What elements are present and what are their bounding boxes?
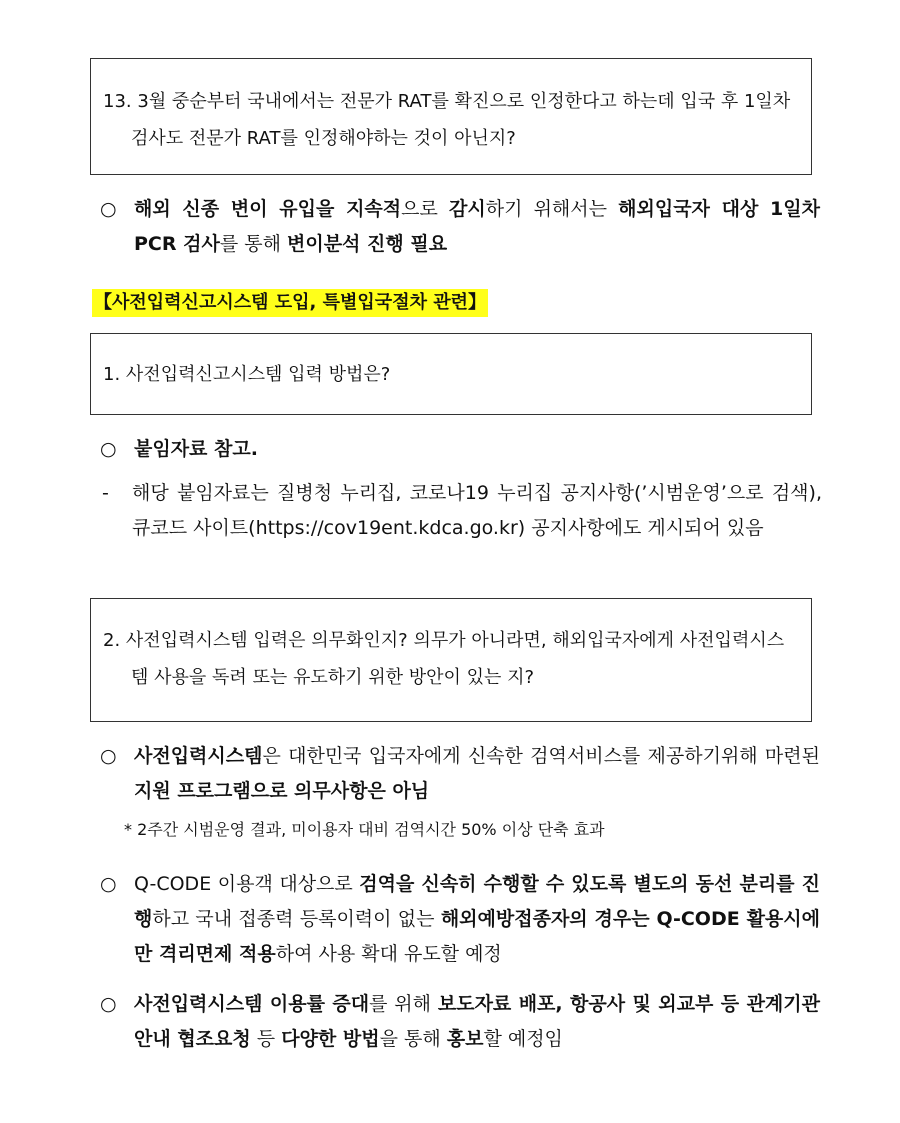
circle-bullet-icon: ○ bbox=[100, 873, 117, 895]
circle-bullet-icon: ○ bbox=[100, 438, 117, 460]
answer-1 bbox=[100, 432, 820, 467]
text: 하고 국내 접종력 등록이력이 없는 bbox=[152, 908, 441, 930]
bold-text: 홍보 bbox=[446, 1028, 484, 1050]
answer-13 bbox=[100, 192, 820, 262]
answer-2-note: * 2주간 시범운영 결과, 미이용자 대비 검역시간 50% 이상 단축 효과 bbox=[124, 820, 605, 839]
bold-text: 붙임자료 참고. bbox=[134, 438, 258, 460]
text: 을 통해 bbox=[379, 1028, 447, 1050]
question-text: 사전입력신고시스템 입력 방법은? bbox=[125, 364, 391, 385]
bold-text: 보도자료 배포, 항공사 및 외교부 등 관계기관 안내 협조요청 bbox=[134, 993, 820, 1050]
text: 를 통해 bbox=[219, 233, 287, 255]
text: 하여 사용 확대 유도할 예정 bbox=[275, 943, 502, 965]
question-13-box bbox=[90, 58, 812, 175]
question-number: 13. bbox=[103, 91, 132, 112]
question-text: 사전입력시스템 입력은 의무화인지? 의무가 아니라면, 해외입국자에게 사전입력시스템 사용을 독려 또는 유도하기 위한 방안이 있는 지? bbox=[125, 630, 785, 688]
text: Q-CODE 이용객 대상으로 bbox=[134, 873, 360, 895]
text: 하기 위해서는 bbox=[485, 198, 619, 220]
bold-text: 해외예방접종자의 경우는 Q-CODE 활용시에만 격리면제 적용 bbox=[134, 908, 820, 965]
question-2-box bbox=[90, 598, 812, 722]
text: 할 예정임 bbox=[483, 1028, 563, 1050]
bold-text: 사전입력시스템 이용률 증대 bbox=[134, 993, 370, 1015]
text: 은 대한민국 입국자에게 신속한 검역서비스를 제공하기위해 마련된 bbox=[262, 745, 820, 767]
bold-text: 해외입국자 대상 1일차 PCR 검사 bbox=[134, 198, 820, 255]
answer-2-item-3 bbox=[100, 987, 820, 1057]
bold-text: 변이분석 진행 필요 bbox=[286, 233, 448, 255]
bold-text: 해외 신종 변이 유입을 지속적 bbox=[134, 198, 402, 220]
question-number: 2. bbox=[103, 630, 121, 651]
bold-text: 검역을 신속히 수행할 수 있도록 별도의 동선 분리를 진행 bbox=[134, 873, 820, 930]
answer-2-item-1 bbox=[100, 739, 820, 809]
section-heading: 【사전입력신고시스템 도입, 특별입국절차 관련】 bbox=[92, 289, 488, 317]
text: 으로 bbox=[401, 198, 449, 220]
circle-bullet-icon: ○ bbox=[100, 198, 117, 220]
question-number: 1. bbox=[103, 364, 121, 385]
text: 를 위해 bbox=[369, 993, 438, 1015]
answer-1-detail bbox=[102, 476, 822, 546]
circle-bullet-icon: ○ bbox=[100, 993, 117, 1015]
question-text: 3월 중순부터 국내에서는 전문가 RAT를 확진으로 인정한다고 하는데 입국 후 1일차 검사도 전문가 RAT를 인정해야하는 것이 아닌지? bbox=[131, 91, 791, 149]
bold-text: 다양한 방법 bbox=[281, 1028, 380, 1050]
answer-2-item-2 bbox=[100, 867, 820, 972]
bold-text: 지원 프로그램으로 의무사항은 아님 bbox=[134, 780, 430, 802]
bold-text: 사전입력시스템 bbox=[134, 745, 263, 767]
dash-bullet: - bbox=[102, 482, 109, 504]
text: 해당 붙임자료는 질병청 누리집, 코로나19 누리집 공지사항(’시범운영’으로 검색), 큐코드 사이트(https://cov19ent.kdca.go.kr) 공지사항에도 게시되어 있음 bbox=[132, 482, 822, 539]
bold-text: 감시 bbox=[449, 198, 486, 220]
circle-bullet-icon: ○ bbox=[100, 745, 117, 767]
text: 등 bbox=[250, 1028, 282, 1050]
question-1-box bbox=[90, 333, 812, 415]
